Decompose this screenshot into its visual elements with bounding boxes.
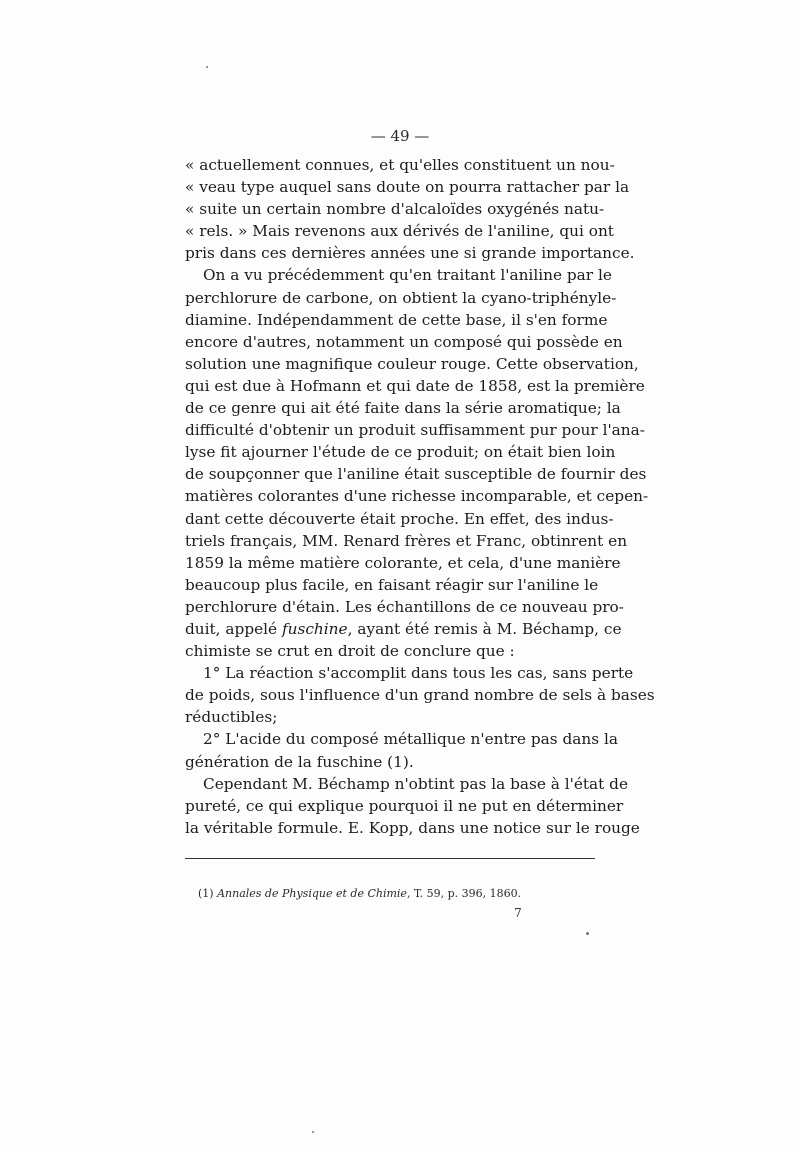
paper-speck [206, 66, 208, 68]
text-line-content: diamine. Indépendamment de cette base, il s'en forme [185, 310, 608, 329]
text-line [185, 375, 645, 397]
text-line [185, 640, 597, 662]
text-line-content: matières colorantes d'une richesse incomparable, et cepen- [185, 487, 649, 506]
text-line-content: « rels. » Mais revenons aux dérivés de l'aniline, qui ont [185, 222, 614, 241]
text-line [185, 596, 624, 618]
text-line-content: lyse fit ajourner l'étude de ce produit; on était bien loin [185, 443, 616, 462]
text-line-content: de soupçonner que l'aniline était susceptible de fournir des [185, 465, 647, 484]
text-line-content: Cependant M. Béchamp n'obtint pas la base à l'état de [203, 774, 628, 793]
text-line [185, 485, 649, 507]
text-line-content: « suite un certain nombre d'alcaloïdes oxygénés natu- [185, 200, 605, 219]
text-line-continuation: , ayant été remis à M. Béchamp, ce [347, 619, 622, 638]
body-text [185, 154, 655, 839]
text-line [185, 220, 614, 242]
text-line [185, 795, 624, 817]
text-line-content: solution une magnifique couleur rouge. Cette observation, [185, 354, 639, 373]
text-line [185, 154, 615, 176]
text-line [185, 353, 639, 375]
text-line [185, 817, 640, 839]
paper-speck [586, 932, 589, 935]
text-line-content: de poids, sous l'influence d'un grand nombre de sels à bases [185, 686, 655, 705]
text-line-content: 1859 la même matière colorante, et cela, d'une manière [185, 553, 621, 572]
text-line [185, 176, 630, 198]
text-line-content: qui est due à Hofmann et qui date de 1858, est la première [185, 376, 645, 395]
text-line [185, 706, 597, 728]
footnote-separator [185, 858, 595, 859]
text-line [185, 574, 597, 596]
text-line [185, 530, 628, 552]
text-line [185, 309, 608, 331]
emphasized-term: fuschine [282, 619, 348, 638]
text-line [185, 618, 622, 640]
text-line-content: triels français, MM. Renard frères et Franc, obtinrent en [185, 531, 628, 550]
text-line-content: « actuellement connues, et qu'elles constituent un nou- [185, 156, 615, 174]
text-line-content: perchlorure d'étain. Les échantillons de ce nouveau pro- [185, 597, 624, 616]
text-line-content: de ce genre qui ait été faite dans la série aromatique; la [185, 399, 621, 418]
text-line-content: perchlorure de carbone, on obtient la cyano-triphényle- [185, 288, 617, 307]
footnote-journal: Annales de Physique et de Chimie [217, 887, 407, 900]
text-line-content: encore d'autres, notamment un composé qui possède en [185, 332, 623, 351]
text-line [185, 198, 605, 220]
text-line [185, 662, 634, 684]
text-line [185, 397, 621, 419]
text-line [185, 463, 647, 485]
text-line [185, 684, 655, 706]
text-line-content: la véritable formule. E. Kopp, dans une notice sur le rouge [185, 818, 640, 837]
text-line-content: duit, appelé [185, 619, 278, 638]
text-line [185, 331, 623, 353]
text-line-content: 2° L'acide du composé métallique n'entre pas dans la [203, 730, 618, 749]
text-line-content: réductibles; [185, 708, 278, 727]
text-line [185, 264, 612, 286]
text-line [185, 751, 597, 773]
text-line-content: On a vu précédemment qu'en traitant l'aniline par le [203, 266, 612, 285]
footnote-reference: , T. 59, p. 396, 1860. [406, 887, 522, 900]
text-line [185, 242, 635, 264]
text-line [185, 773, 628, 795]
text-line [185, 508, 614, 530]
text-line-content: pureté, ce qui explique pourquoi il ne put en déterminer [185, 796, 624, 815]
text-line-content: « veau type auquel sans doute on pourra rattacher par la [185, 178, 630, 197]
text-line-content: pris dans ces dernières années une si grande importance. [185, 244, 635, 263]
footnote [198, 887, 598, 900]
paper-speck [312, 1131, 314, 1133]
footnote-marker: (1) [198, 887, 214, 900]
text-line-content: 1° La réaction s'accomplit dans tous les cas, sans perte [203, 664, 634, 683]
text-line [185, 287, 617, 309]
page-number: — 49 — [370, 127, 430, 145]
text-line-content: difficulté d'obtenir un produit suffisamment pur pour l'ana- [185, 421, 645, 440]
text-line [185, 441, 616, 463]
text-line [185, 728, 618, 750]
text-line-content: génération de la fuschine (1). [185, 752, 414, 771]
text-line-content: dant cette découverte était proche. En effet, des indus- [185, 509, 614, 528]
signature-mark: 7 [514, 906, 522, 920]
text-line-content: beaucoup plus facile, en faisant réagir sur l'aniline le [185, 575, 599, 594]
text-line-content: chimiste se crut en droit de conclure que : [185, 642, 515, 661]
text-line [185, 552, 621, 574]
text-line [185, 419, 645, 441]
